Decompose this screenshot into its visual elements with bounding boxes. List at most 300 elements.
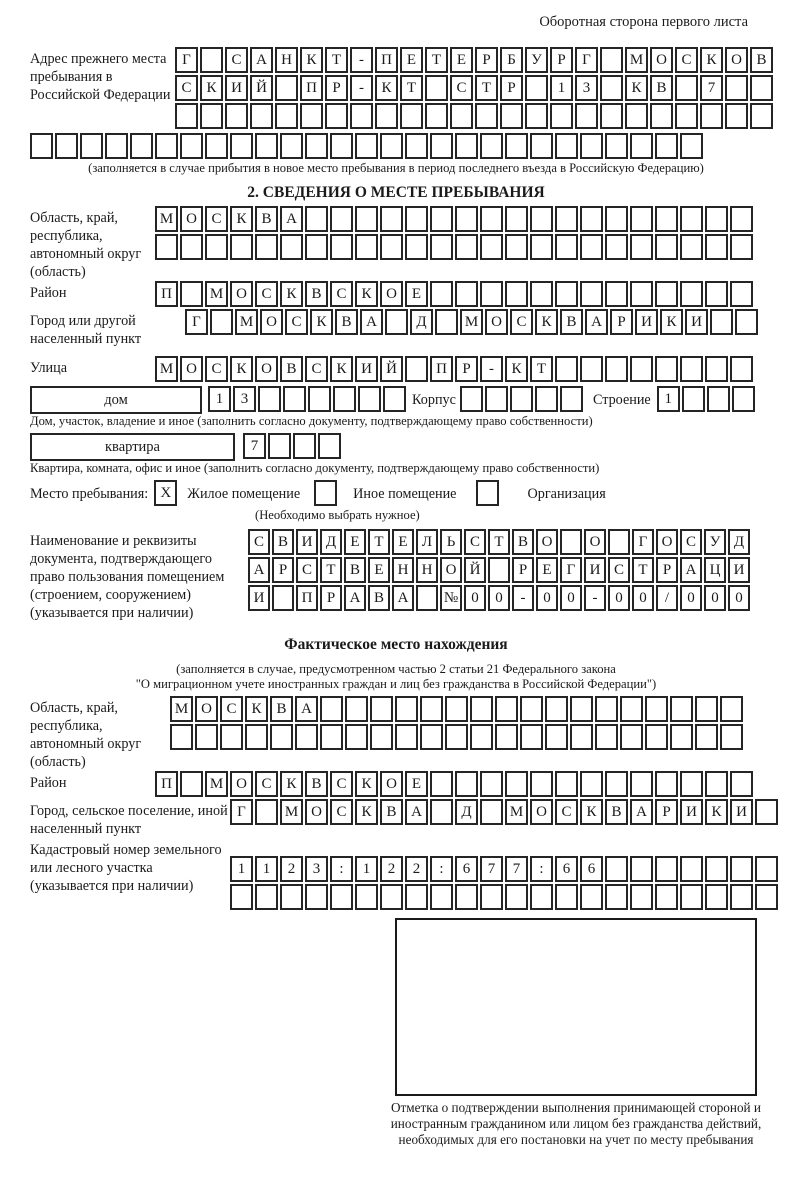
char-cell[interactable]: Е bbox=[536, 557, 558, 583]
char-cell[interactable]: К bbox=[280, 771, 303, 797]
char-cell[interactable]: К bbox=[535, 309, 558, 335]
char-cell[interactable]: 0 bbox=[632, 585, 654, 611]
char-cell[interactable]: 1 bbox=[657, 386, 680, 412]
char-cell[interactable]: 1 bbox=[208, 386, 231, 412]
char-cell[interactable]: 7 bbox=[243, 433, 266, 459]
char-cell[interactable] bbox=[555, 206, 578, 232]
char-cell[interactable]: : bbox=[330, 856, 353, 882]
char-cell[interactable] bbox=[555, 234, 578, 260]
char-cell[interactable] bbox=[455, 234, 478, 260]
char-cell[interactable] bbox=[255, 133, 278, 159]
char-cell[interactable] bbox=[505, 884, 528, 910]
char-cell[interactable]: Ь bbox=[440, 529, 462, 555]
char-cell[interactable] bbox=[555, 281, 578, 307]
char-cell[interactable] bbox=[705, 234, 728, 260]
char-cell[interactable] bbox=[595, 724, 618, 750]
char-cell[interactable]: : bbox=[530, 856, 553, 882]
char-cell[interactable] bbox=[485, 386, 508, 412]
char-cell[interactable]: К bbox=[375, 75, 398, 101]
char-cell[interactable]: В bbox=[650, 75, 673, 101]
char-cell[interactable]: О bbox=[305, 799, 328, 825]
char-cell[interactable]: С bbox=[175, 75, 198, 101]
char-cell[interactable]: С bbox=[510, 309, 533, 335]
char-cell[interactable]: Р bbox=[500, 75, 523, 101]
char-cell[interactable]: П bbox=[430, 356, 453, 382]
char-cell[interactable]: М bbox=[235, 309, 258, 335]
char-cell[interactable]: И bbox=[635, 309, 658, 335]
char-cell[interactable] bbox=[305, 206, 328, 232]
char-cell[interactable] bbox=[405, 356, 428, 382]
char-cell[interactable] bbox=[175, 103, 198, 129]
char-cell[interactable]: С bbox=[248, 529, 270, 555]
char-cell[interactable] bbox=[580, 771, 603, 797]
char-cell[interactable] bbox=[645, 696, 668, 722]
char-cell[interactable] bbox=[480, 884, 503, 910]
char-cell[interactable] bbox=[355, 884, 378, 910]
char-cell[interactable]: 1 bbox=[255, 856, 278, 882]
char-cell[interactable] bbox=[470, 724, 493, 750]
char-cell[interactable]: С bbox=[680, 529, 702, 555]
char-cell[interactable] bbox=[495, 724, 518, 750]
char-cell[interactable]: Т bbox=[400, 75, 423, 101]
char-cell[interactable]: Т bbox=[425, 47, 448, 73]
char-cell[interactable] bbox=[375, 103, 398, 129]
char-cell[interactable]: Р bbox=[325, 75, 348, 101]
char-cell[interactable]: О bbox=[380, 281, 403, 307]
char-cell[interactable]: X bbox=[154, 480, 177, 506]
char-cell[interactable] bbox=[258, 386, 281, 412]
char-cell[interactable] bbox=[530, 771, 553, 797]
char-cell[interactable] bbox=[630, 133, 653, 159]
char-cell[interactable] bbox=[580, 884, 603, 910]
char-cell[interactable] bbox=[455, 133, 478, 159]
char-cell[interactable] bbox=[480, 281, 503, 307]
char-cell[interactable] bbox=[395, 696, 418, 722]
char-cell[interactable]: 3 bbox=[233, 386, 256, 412]
char-cell[interactable]: М bbox=[205, 281, 228, 307]
char-cell[interactable]: Д bbox=[410, 309, 433, 335]
char-cell[interactable] bbox=[605, 281, 628, 307]
char-cell[interactable] bbox=[580, 234, 603, 260]
char-cell[interactable]: В bbox=[750, 47, 773, 73]
char-cell[interactable] bbox=[555, 133, 578, 159]
char-cell[interactable]: В bbox=[605, 799, 628, 825]
char-cell[interactable]: П bbox=[300, 75, 323, 101]
char-cell[interactable]: О bbox=[230, 771, 253, 797]
char-cell[interactable]: И bbox=[728, 557, 750, 583]
char-cell[interactable]: И bbox=[584, 557, 606, 583]
char-cell[interactable]: О bbox=[255, 356, 278, 382]
char-cell[interactable] bbox=[430, 234, 453, 260]
char-cell[interactable]: 0 bbox=[704, 585, 726, 611]
char-cell[interactable] bbox=[450, 103, 473, 129]
char-cell[interactable]: Н bbox=[416, 557, 438, 583]
char-cell[interactable] bbox=[435, 309, 458, 335]
char-cell[interactable] bbox=[320, 724, 343, 750]
char-cell[interactable]: 0 bbox=[536, 585, 558, 611]
char-cell[interactable]: Н bbox=[275, 47, 298, 73]
char-cell[interactable] bbox=[700, 103, 723, 129]
char-cell[interactable] bbox=[488, 557, 510, 583]
char-cell[interactable] bbox=[730, 356, 753, 382]
char-cell[interactable] bbox=[275, 75, 298, 101]
char-cell[interactable] bbox=[130, 133, 153, 159]
char-cell[interactable] bbox=[80, 133, 103, 159]
char-cell[interactable] bbox=[380, 206, 403, 232]
char-cell[interactable]: Р bbox=[272, 557, 294, 583]
char-cell[interactable] bbox=[180, 234, 203, 260]
char-cell[interactable]: В bbox=[380, 799, 403, 825]
char-cell[interactable]: / bbox=[656, 585, 678, 611]
char-cell[interactable] bbox=[575, 103, 598, 129]
char-cell[interactable] bbox=[300, 103, 323, 129]
char-cell[interactable] bbox=[555, 884, 578, 910]
char-cell[interactable] bbox=[380, 884, 403, 910]
char-cell[interactable] bbox=[680, 281, 703, 307]
char-cell[interactable]: Р bbox=[655, 799, 678, 825]
char-cell[interactable] bbox=[355, 133, 378, 159]
apartment-type-field[interactable]: квартира bbox=[30, 433, 235, 461]
char-cell[interactable] bbox=[675, 75, 698, 101]
char-cell[interactable]: - bbox=[350, 75, 373, 101]
char-cell[interactable]: М bbox=[625, 47, 648, 73]
char-cell[interactable]: 2 bbox=[280, 856, 303, 882]
char-cell[interactable]: С bbox=[255, 771, 278, 797]
char-cell[interactable] bbox=[455, 771, 478, 797]
char-cell[interactable]: 6 bbox=[555, 856, 578, 882]
char-cell[interactable]: М bbox=[155, 356, 178, 382]
char-cell[interactable] bbox=[255, 884, 278, 910]
char-cell[interactable] bbox=[330, 234, 353, 260]
char-cell[interactable] bbox=[670, 724, 693, 750]
char-cell[interactable] bbox=[155, 234, 178, 260]
char-cell[interactable]: С bbox=[255, 281, 278, 307]
char-cell[interactable]: Т bbox=[530, 356, 553, 382]
char-cell[interactable]: А bbox=[405, 799, 428, 825]
char-cell[interactable] bbox=[675, 103, 698, 129]
char-cell[interactable]: В bbox=[280, 356, 303, 382]
char-cell[interactable] bbox=[730, 281, 753, 307]
char-cell[interactable] bbox=[680, 133, 703, 159]
char-cell[interactable] bbox=[405, 234, 428, 260]
char-cell[interactable] bbox=[405, 133, 428, 159]
char-cell[interactable] bbox=[560, 386, 583, 412]
char-cell[interactable] bbox=[268, 433, 291, 459]
char-cell[interactable] bbox=[445, 696, 468, 722]
char-cell[interactable] bbox=[630, 771, 653, 797]
char-cell[interactable]: 6 bbox=[580, 856, 603, 882]
char-cell[interactable]: В bbox=[560, 309, 583, 335]
char-cell[interactable]: К bbox=[625, 75, 648, 101]
char-cell[interactable] bbox=[500, 103, 523, 129]
char-cell[interactable] bbox=[680, 234, 703, 260]
char-cell[interactable]: И bbox=[225, 75, 248, 101]
char-cell[interactable]: Е bbox=[450, 47, 473, 73]
char-cell[interactable] bbox=[650, 103, 673, 129]
char-cell[interactable] bbox=[445, 724, 468, 750]
char-cell[interactable] bbox=[380, 133, 403, 159]
char-cell[interactable]: А bbox=[295, 696, 318, 722]
char-cell[interactable]: К bbox=[280, 281, 303, 307]
char-cell[interactable] bbox=[370, 724, 393, 750]
char-cell[interactable] bbox=[605, 206, 628, 232]
char-cell[interactable]: С bbox=[464, 529, 486, 555]
char-cell[interactable]: 2 bbox=[380, 856, 403, 882]
char-cell[interactable]: О bbox=[380, 771, 403, 797]
char-cell[interactable]: Й bbox=[250, 75, 273, 101]
char-cell[interactable] bbox=[455, 884, 478, 910]
char-cell[interactable] bbox=[655, 856, 678, 882]
char-cell[interactable] bbox=[530, 884, 553, 910]
char-cell[interactable] bbox=[195, 724, 218, 750]
char-cell[interactable]: А bbox=[392, 585, 414, 611]
char-cell[interactable] bbox=[730, 234, 753, 260]
char-cell[interactable]: К bbox=[310, 309, 333, 335]
char-cell[interactable]: : bbox=[430, 856, 453, 882]
char-cell[interactable] bbox=[550, 103, 573, 129]
char-cell[interactable]: К bbox=[355, 281, 378, 307]
char-cell[interactable] bbox=[630, 856, 653, 882]
char-cell[interactable] bbox=[205, 234, 228, 260]
char-cell[interactable]: К bbox=[580, 799, 603, 825]
char-cell[interactable] bbox=[545, 696, 568, 722]
char-cell[interactable]: К bbox=[245, 696, 268, 722]
char-cell[interactable]: С bbox=[305, 356, 328, 382]
char-cell[interactable]: Г bbox=[185, 309, 208, 335]
char-cell[interactable] bbox=[580, 281, 603, 307]
char-cell[interactable]: В bbox=[368, 585, 390, 611]
char-cell[interactable] bbox=[735, 309, 758, 335]
char-cell[interactable]: 7 bbox=[480, 856, 503, 882]
char-cell[interactable]: В bbox=[255, 206, 278, 232]
char-cell[interactable]: С bbox=[225, 47, 248, 73]
char-cell[interactable] bbox=[670, 696, 693, 722]
char-cell[interactable] bbox=[600, 75, 623, 101]
char-cell[interactable] bbox=[630, 234, 653, 260]
char-cell[interactable]: Г bbox=[560, 557, 582, 583]
char-cell[interactable] bbox=[180, 133, 203, 159]
char-cell[interactable] bbox=[505, 206, 528, 232]
char-cell[interactable] bbox=[535, 386, 558, 412]
char-cell[interactable]: М bbox=[460, 309, 483, 335]
char-cell[interactable]: У bbox=[704, 529, 726, 555]
char-cell[interactable] bbox=[705, 356, 728, 382]
char-cell[interactable] bbox=[630, 206, 653, 232]
char-cell[interactable] bbox=[280, 133, 303, 159]
char-cell[interactable] bbox=[605, 884, 628, 910]
char-cell[interactable] bbox=[630, 281, 653, 307]
char-cell[interactable] bbox=[725, 103, 748, 129]
char-cell[interactable] bbox=[250, 103, 273, 129]
char-cell[interactable]: А bbox=[680, 557, 702, 583]
char-cell[interactable]: Д bbox=[728, 529, 750, 555]
char-cell[interactable] bbox=[560, 529, 582, 555]
char-cell[interactable] bbox=[630, 884, 653, 910]
char-cell[interactable] bbox=[680, 884, 703, 910]
char-cell[interactable] bbox=[210, 309, 233, 335]
char-cell[interactable]: № bbox=[440, 585, 462, 611]
char-cell[interactable]: С bbox=[285, 309, 308, 335]
char-cell[interactable]: И bbox=[680, 799, 703, 825]
char-cell[interactable]: И bbox=[730, 799, 753, 825]
char-cell[interactable] bbox=[280, 234, 303, 260]
char-cell[interactable]: 7 bbox=[700, 75, 723, 101]
char-cell[interactable] bbox=[320, 696, 343, 722]
char-cell[interactable]: К bbox=[300, 47, 323, 73]
char-cell[interactable] bbox=[430, 771, 453, 797]
char-cell[interactable] bbox=[425, 103, 448, 129]
char-cell[interactable]: О bbox=[180, 356, 203, 382]
char-cell[interactable] bbox=[595, 696, 618, 722]
char-cell[interactable] bbox=[255, 799, 278, 825]
char-cell[interactable] bbox=[430, 133, 453, 159]
char-cell[interactable]: К bbox=[355, 771, 378, 797]
char-cell[interactable]: М bbox=[205, 771, 228, 797]
char-cell[interactable]: С bbox=[450, 75, 473, 101]
char-cell[interactable] bbox=[460, 386, 483, 412]
char-cell[interactable] bbox=[620, 696, 643, 722]
char-cell[interactable] bbox=[476, 480, 499, 506]
char-cell[interactable]: О bbox=[536, 529, 558, 555]
char-cell[interactable]: О bbox=[485, 309, 508, 335]
char-cell[interactable]: Е bbox=[344, 529, 366, 555]
char-cell[interactable] bbox=[180, 771, 203, 797]
char-cell[interactable] bbox=[655, 281, 678, 307]
char-cell[interactable]: Р bbox=[320, 585, 342, 611]
char-cell[interactable]: - bbox=[584, 585, 606, 611]
char-cell[interactable]: У bbox=[525, 47, 548, 73]
char-cell[interactable]: К bbox=[660, 309, 683, 335]
char-cell[interactable] bbox=[425, 75, 448, 101]
char-cell[interactable] bbox=[570, 696, 593, 722]
char-cell[interactable]: О bbox=[260, 309, 283, 335]
char-cell[interactable] bbox=[608, 529, 630, 555]
char-cell[interactable]: Г bbox=[175, 47, 198, 73]
char-cell[interactable]: О bbox=[530, 799, 553, 825]
char-cell[interactable]: 2 bbox=[405, 856, 428, 882]
char-cell[interactable]: К bbox=[700, 47, 723, 73]
char-cell[interactable]: Г bbox=[230, 799, 253, 825]
char-cell[interactable] bbox=[380, 234, 403, 260]
char-cell[interactable]: М bbox=[170, 696, 193, 722]
char-cell[interactable] bbox=[730, 206, 753, 232]
char-cell[interactable] bbox=[480, 234, 503, 260]
char-cell[interactable] bbox=[330, 884, 353, 910]
char-cell[interactable] bbox=[272, 585, 294, 611]
char-cell[interactable] bbox=[755, 799, 778, 825]
char-cell[interactable] bbox=[155, 133, 178, 159]
char-cell[interactable] bbox=[730, 884, 753, 910]
char-cell[interactable] bbox=[530, 281, 553, 307]
char-cell[interactable]: О bbox=[180, 206, 203, 232]
char-cell[interactable] bbox=[283, 386, 306, 412]
char-cell[interactable]: А bbox=[250, 47, 273, 73]
char-cell[interactable]: В bbox=[305, 771, 328, 797]
char-cell[interactable]: Н bbox=[392, 557, 414, 583]
char-cell[interactable] bbox=[605, 133, 628, 159]
char-cell[interactable] bbox=[600, 47, 623, 73]
char-cell[interactable] bbox=[695, 696, 718, 722]
char-cell[interactable] bbox=[655, 884, 678, 910]
char-cell[interactable]: М bbox=[505, 799, 528, 825]
char-cell[interactable]: А bbox=[344, 585, 366, 611]
char-cell[interactable]: Г bbox=[632, 529, 654, 555]
char-cell[interactable] bbox=[545, 724, 568, 750]
char-cell[interactable]: В bbox=[305, 281, 328, 307]
char-cell[interactable] bbox=[355, 234, 378, 260]
char-cell[interactable] bbox=[305, 884, 328, 910]
char-cell[interactable] bbox=[105, 133, 128, 159]
char-cell[interactable]: В bbox=[270, 696, 293, 722]
char-cell[interactable] bbox=[705, 771, 728, 797]
char-cell[interactable] bbox=[732, 386, 755, 412]
char-cell[interactable] bbox=[395, 724, 418, 750]
char-cell[interactable] bbox=[620, 724, 643, 750]
char-cell[interactable]: О bbox=[195, 696, 218, 722]
char-cell[interactable] bbox=[230, 884, 253, 910]
char-cell[interactable] bbox=[730, 771, 753, 797]
char-cell[interactable]: К bbox=[200, 75, 223, 101]
char-cell[interactable]: 3 bbox=[575, 75, 598, 101]
char-cell[interactable]: В bbox=[335, 309, 358, 335]
char-cell[interactable] bbox=[707, 386, 730, 412]
char-cell[interactable] bbox=[682, 386, 705, 412]
char-cell[interactable]: - bbox=[350, 47, 373, 73]
char-cell[interactable] bbox=[205, 133, 228, 159]
char-cell[interactable]: К bbox=[705, 799, 728, 825]
char-cell[interactable]: 0 bbox=[728, 585, 750, 611]
char-cell[interactable]: Т bbox=[325, 47, 348, 73]
char-cell[interactable] bbox=[180, 281, 203, 307]
char-cell[interactable] bbox=[555, 771, 578, 797]
char-cell[interactable] bbox=[580, 356, 603, 382]
char-cell[interactable]: А bbox=[630, 799, 653, 825]
char-cell[interactable] bbox=[430, 206, 453, 232]
char-cell[interactable]: Е bbox=[405, 771, 428, 797]
char-cell[interactable] bbox=[680, 856, 703, 882]
char-cell[interactable] bbox=[230, 133, 253, 159]
char-cell[interactable]: С bbox=[608, 557, 630, 583]
char-cell[interactable] bbox=[470, 696, 493, 722]
char-cell[interactable]: П bbox=[375, 47, 398, 73]
char-cell[interactable]: Д bbox=[320, 529, 342, 555]
char-cell[interactable]: С bbox=[555, 799, 578, 825]
char-cell[interactable]: А bbox=[360, 309, 383, 335]
char-cell[interactable] bbox=[705, 281, 728, 307]
char-cell[interactable]: Р bbox=[512, 557, 534, 583]
char-cell[interactable] bbox=[520, 696, 543, 722]
char-cell[interactable] bbox=[655, 771, 678, 797]
char-cell[interactable] bbox=[695, 724, 718, 750]
char-cell[interactable]: К bbox=[330, 356, 353, 382]
char-cell[interactable] bbox=[370, 696, 393, 722]
char-cell[interactable] bbox=[605, 771, 628, 797]
char-cell[interactable]: Р bbox=[656, 557, 678, 583]
char-cell[interactable] bbox=[680, 771, 703, 797]
char-cell[interactable] bbox=[314, 480, 337, 506]
char-cell[interactable] bbox=[420, 696, 443, 722]
char-cell[interactable] bbox=[525, 75, 548, 101]
char-cell[interactable]: С bbox=[205, 206, 228, 232]
char-cell[interactable] bbox=[655, 206, 678, 232]
char-cell[interactable]: Л bbox=[416, 529, 438, 555]
char-cell[interactable]: Е bbox=[368, 557, 390, 583]
char-cell[interactable] bbox=[275, 103, 298, 129]
char-cell[interactable]: О bbox=[656, 529, 678, 555]
char-cell[interactable] bbox=[333, 386, 356, 412]
char-cell[interactable] bbox=[383, 386, 406, 412]
char-cell[interactable] bbox=[350, 103, 373, 129]
